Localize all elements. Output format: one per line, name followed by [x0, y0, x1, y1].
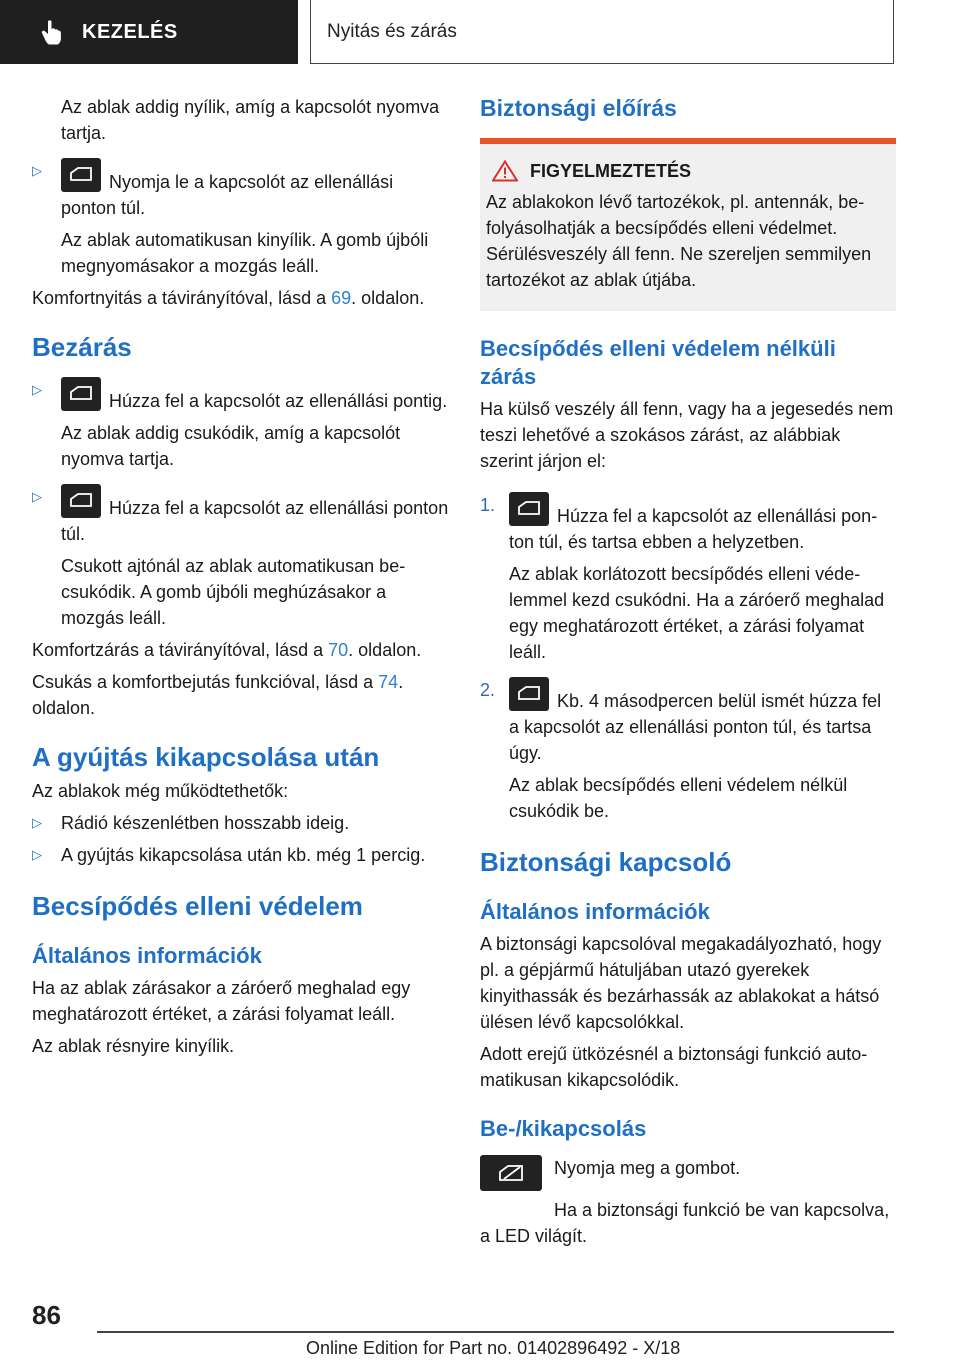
paragraph: Ha külső veszély áll fenn, vagy ha a jegesedés nem teszi lehetővé a szokásos zárást, az alábbiak szerint járjon el: — [480, 399, 894, 471]
numbered-item — [480, 492, 896, 555]
page-header — [0, 0, 960, 66]
numbered-item-text: Húzza fel a kapcsolót az ellenállási ponton túl, és tartsa ebben a helyzetben. — [509, 506, 878, 552]
section-heading: Becsípődés elleni védelem — [32, 891, 363, 921]
numbered-item-text: Kb. 4 másodpercen belül ismét húzza fel a kapcsolót az ellenállási ponton túl, és tartsa úgy. — [509, 691, 882, 763]
paragraph-text: . oldalon. — [348, 640, 422, 660]
paragraph: Az ablak résnyire kinyílik. — [32, 1036, 235, 1056]
section-heading: Biztonsági kapcsoló — [480, 847, 732, 877]
section-heading: Becsípődés elleni védelem nélküli zárás — [480, 336, 836, 389]
step-number: 2. — [480, 680, 496, 700]
paragraph: Nyomja meg a gombot. — [554, 1158, 741, 1178]
paragraph: A biztonsági kapcsolóval megakadályozható, hogy pl. a gépjármű hátuljában utazó gyerekek kinyithassák és bezárhassák az ablakokat a hátsó ülésen lévő kapcsolókkal. — [480, 934, 882, 1032]
warning-title-row — [486, 158, 890, 184]
safety-switch-row — [480, 1155, 896, 1191]
paragraph — [32, 285, 450, 311]
paragraph: Csukott ajtónál az ablak automatikusan becsukódik. A gomb újbóli meghúzásakor a mozgás leáll. — [61, 556, 406, 628]
paragraph — [32, 669, 450, 721]
paragraph: Az ablakok még működtethetők: — [32, 781, 289, 801]
section-tab-label: KEZELÉS — [82, 20, 178, 43]
subsection-heading: Be-/kikapcsolás — [480, 1116, 647, 1141]
paragraph — [32, 637, 450, 663]
list-item-text: Húzza fel a kapcsolót az ellenállási pontig. — [109, 391, 448, 411]
window-switch-icon — [509, 677, 549, 711]
section-heading: Biztonsági előírás — [480, 95, 677, 121]
subsection-heading: Általános információk — [32, 943, 262, 968]
bullet-triangle-icon: ▷ — [32, 847, 42, 862]
warning-box — [480, 144, 896, 311]
paragraph: Adott erejű ütközésnél a biztonsági funkció automatikusan kikapcsolódik. — [480, 1044, 868, 1090]
window-switch-icon — [61, 377, 101, 411]
subsection-heading: Általános információk — [480, 899, 710, 924]
paragraph: Az ablak automatikusan kinyílik. A gomb újbóli megnyomásakor a mozgás leáll. — [61, 230, 429, 276]
list-item — [32, 484, 450, 547]
warning-text: Az ablakokon lévő tartozékok, pl. antennák, befolyásolhatják a becsípődés elleni védelmet. Sérülésveszély áll fenn. Ne szereljen semmilyen tartozékot az ablak útjába. — [486, 192, 872, 290]
chapter-title-box — [310, 0, 894, 64]
window-switch-icon — [61, 484, 101, 518]
paragraph-text: Csukás a komfortbejutás funkcióval, lásd a — [32, 672, 379, 692]
warning-triangle-icon — [492, 160, 518, 182]
paragraph: Ha a biztonsági funkció be van kapcsolva, a LED világít. — [480, 1200, 890, 1246]
chapter-title: Nyitás és zárás — [327, 20, 457, 42]
window-switch-icon — [61, 158, 101, 192]
page-link[interactable]: 74 — [378, 672, 399, 692]
list-item-text: Nyomja le a kapcsolót az ellenállási ponton túl. — [61, 172, 394, 218]
paragraph: Az ablak addig csukódik, amíg a kapcsolót nyomva tartja. — [61, 423, 401, 469]
page-link[interactable]: 69 — [331, 288, 352, 308]
section-heading: A gyújtás kikapcsolása után — [32, 742, 380, 772]
paragraph: Az ablak korlátozott becsípődés elleni védelemmel kezd csukódni. Ha a záróerő meghalad egy meghatározott értéket, a zárási folyamat leáll. — [509, 564, 885, 662]
paragraph: Ha az ablak zárásakor a záróerő meghalad egy meghatározott értéket, a zárási folyamat leáll. — [32, 978, 411, 1024]
paragraph-text: . oldalon. — [32, 672, 404, 718]
paragraph: Az ablak addig nyílik, amíg a kapcsolót nyomva tartja. — [61, 97, 440, 143]
footer-edition: Online Edition for Part no. 01402896492 - X/18 — [306, 1338, 681, 1358]
bullet-triangle-icon: ▷ — [32, 489, 42, 504]
page-link[interactable]: 70 — [328, 640, 349, 660]
list-item — [32, 810, 450, 836]
page-number: 86 — [32, 1300, 61, 1330]
left-column — [32, 94, 450, 1059]
step-number: 1. — [480, 495, 496, 515]
hand-pointer-icon — [40, 19, 64, 45]
paragraph-text: Komfortzárás a távirányítóval, lásd a — [32, 640, 329, 660]
list-item-text: Rádió készenlétben hosszabb ideig. — [61, 813, 350, 833]
window-lock-switch-icon — [480, 1155, 542, 1191]
numbered-item — [480, 677, 896, 766]
section-heading: Bezárás — [32, 332, 132, 362]
list-item-text: Húzza fel a kapcsolót az ellenállási ponton túl. — [61, 498, 449, 544]
footer-rule — [97, 1331, 894, 1333]
list-item — [32, 842, 450, 868]
bullet-triangle-icon: ▷ — [32, 163, 42, 178]
bullet-triangle-icon: ▷ — [32, 382, 42, 397]
right-column — [480, 94, 896, 1249]
paragraph-text: Komfortnyitás a távirányítóval, lásd a — [32, 288, 332, 308]
warning-title: FIGYELMEZTETÉS — [530, 161, 692, 181]
paragraph: Az ablak becsípődés elleni védelem nélkül csukódik be. — [509, 775, 848, 821]
bullet-triangle-icon: ▷ — [32, 815, 42, 830]
window-switch-icon — [509, 492, 549, 526]
list-item — [32, 158, 450, 221]
list-item — [32, 377, 450, 414]
list-item-text: A gyújtás kikapcsolása után kb. még 1 percig. — [61, 845, 426, 865]
paragraph-text: . oldalon. — [351, 288, 425, 308]
section-tab — [0, 0, 298, 64]
